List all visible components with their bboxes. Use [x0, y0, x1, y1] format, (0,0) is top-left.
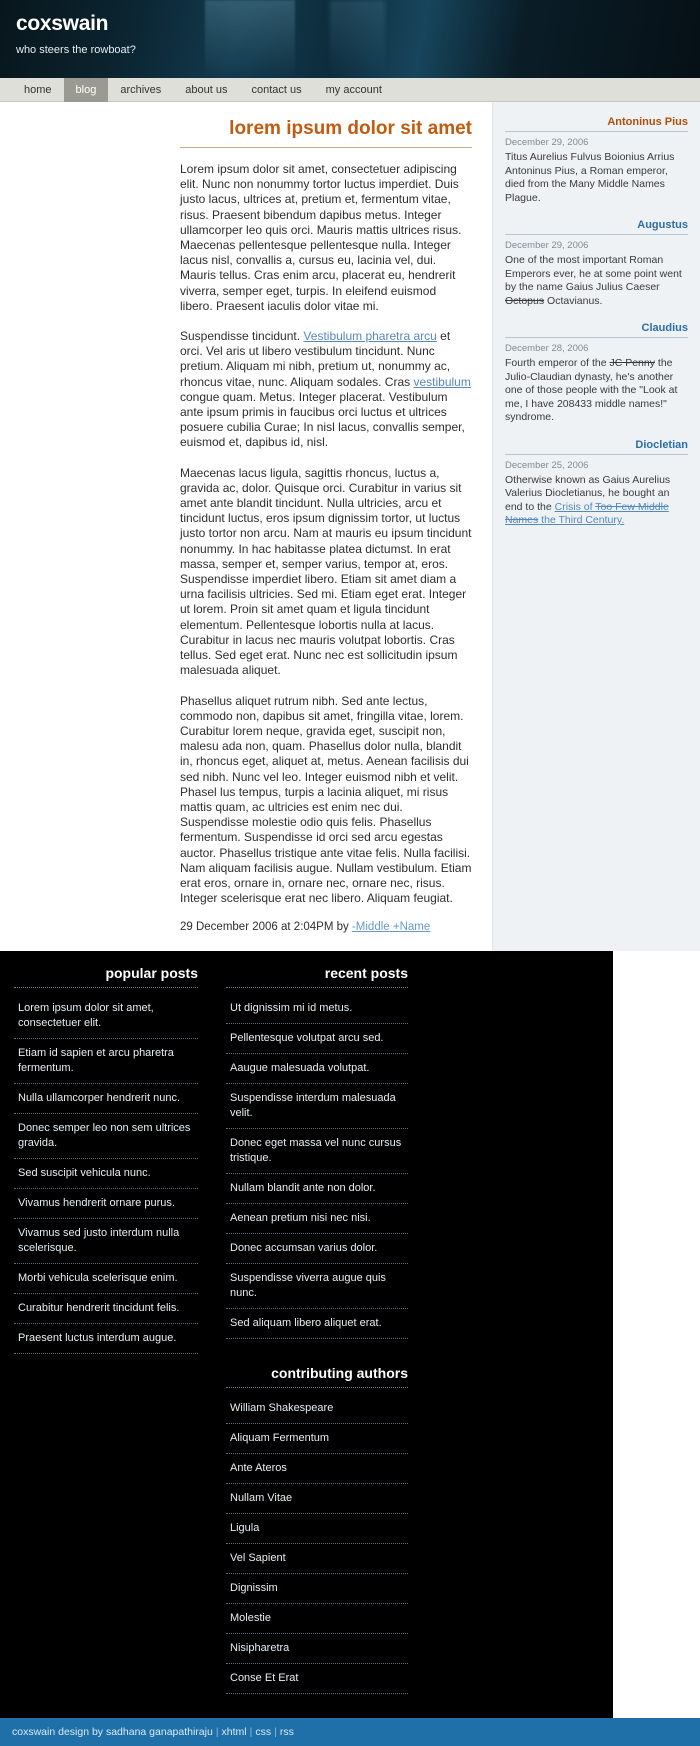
recent-posts-list	[226, 994, 408, 1339]
list-item[interactable]: Donec accumsan varius dolor.	[226, 1234, 408, 1264]
sidebar-entry-diocletian	[505, 439, 688, 528]
popular-posts-panel	[0, 965, 212, 1694]
list-item[interactable]: Conse Et Erat	[226, 1664, 408, 1694]
sidebar	[492, 102, 700, 951]
left-gutter	[0, 102, 170, 951]
post-link-vestibulum[interactable]: vestibulum	[413, 374, 471, 389]
list-item[interactable]: Suspendisse interdum malesuada velit.	[226, 1084, 408, 1129]
list-item[interactable]: Ut dignissim mi id metus.	[226, 994, 408, 1024]
sidebar-entry-text: One of the most important Roman Emperors ever, he at some point went by the name Gaius Julius Caeser	[505, 254, 682, 293]
list-item[interactable]: Etiam id sapien et arcu pharetra fermentum.	[14, 1039, 198, 1084]
list-item[interactable]: Molestie	[226, 1604, 408, 1634]
footer-bar	[0, 1718, 700, 1746]
contributing-authors-heading: contributing authors	[226, 1365, 408, 1388]
list-item[interactable]: Nullam blandit ante non dolor.	[226, 1174, 408, 1204]
list-item[interactable]: Vel Sapient	[226, 1544, 408, 1574]
post-byline	[180, 921, 472, 933]
sidebar-entry-date: December 25, 2006	[505, 459, 589, 471]
list-item[interactable]: Sed suscipit vehicula nunc.	[14, 1159, 198, 1189]
list-item[interactable]: Morbi vehicula scelerisque enim.	[14, 1264, 198, 1294]
footer-credit: coxswain design by sadhana ganapathiraju	[12, 1726, 213, 1739]
list-item[interactable]: Vivamus sed justo interdum nulla scelerisque.	[14, 1219, 198, 1264]
list-item[interactable]: Ante Ateros	[226, 1454, 408, 1484]
footer-separator-1: |	[215, 1726, 219, 1739]
list-item[interactable]: Lorem ipsum dolor sit amet, consectetuer elit.	[14, 994, 198, 1039]
sidebar-entry-text-tail: Octavianus.	[544, 294, 603, 307]
page-title: lorem ipsum dolor sit amet	[180, 118, 472, 148]
post-paragraph-3: Maecenas lacus ligula, sagittis rhoncus, luctus a, gravida ac, dolor. Quisque orci. Curabitur in varius sit amet ante blandit tincidunt. Nulla ultricies, arcu et tincidunt luctus, eros ipsum dignissim tortor, ut luctus justo tortor non arcu. Nam at mauris eu ipsum tincidunt nonummy. In hac habitasse platea dictumst. In erat massa, semper et, semper varius, tempor at, eros. Suspendisse imperdiet libero. Etiam sit amet diam a urna facilisis ultricies. Sed mi. Etiam eget erat. Integer ut lorem. Proin sit amet quam et ligula tincidunt elementum. Pellentesque lobortis nulla at lacus. Curabitur in lacus nec mauris volutpat lobortis. Cras tellus. Sed eget erat. Nunc nec est sollicitudin ipsum malesuada aliquet.	[180, 465, 472, 678]
list-item[interactable]: Nulla ullamcorper hendrerit nunc.	[14, 1084, 198, 1114]
list-item[interactable]: Donec eget massa vel nunc cursus tristique.	[226, 1129, 408, 1174]
sidebar-entry-link-tail: the Third Century.	[538, 514, 625, 526]
sidebar-entry-body	[505, 151, 688, 205]
sidebar-entry-link-text: Crisis of	[554, 500, 596, 513]
popular-posts-list	[14, 994, 198, 1354]
list-item[interactable]: Vivamus hendrerit ornare purus.	[14, 1189, 198, 1219]
sidebar-entry-link-strikethrough: Too Few Middle Names	[505, 500, 669, 526]
list-item[interactable]: William Shakespeare	[226, 1394, 408, 1424]
list-item[interactable]: Aenean pretium nisi nec nisi.	[226, 1204, 408, 1234]
nav-item-my-account[interactable]: my account	[325, 84, 382, 96]
footer-panels	[0, 951, 613, 1718]
post-content	[170, 102, 492, 951]
nav-item-archives[interactable]: archives	[120, 84, 162, 96]
sidebar-entry-text: Titus Aurelius Fulvus Boionius Arrius Antoninus Pius, a Roman emperor, died from the Many Middle Names Plague.	[505, 151, 675, 204]
brand	[0, 0, 700, 56]
list-item[interactable]: Dignissim	[226, 1574, 408, 1604]
sidebar-entry-body	[505, 254, 688, 308]
post-paragraph-2	[180, 329, 472, 451]
sidebar-entry-body	[505, 357, 688, 425]
popular-posts-heading: popular posts	[14, 965, 198, 988]
sidebar-entry-text-tail: the Julio-Claudian dynasty, he's another one of those people with the "Look at me, I have 208433 middle names!" syndrome.	[505, 357, 678, 423]
list-item[interactable]: Aaugue malesuada volutpat.	[226, 1054, 408, 1084]
sidebar-entry-augustus	[505, 219, 688, 308]
nav-item-home[interactable]: home	[24, 84, 52, 96]
post-link-vestibulum-pharetra-arcu[interactable]: Vestibulum pharetra arcu	[303, 329, 437, 344]
recent-posts-panel	[212, 965, 422, 1694]
list-item[interactable]: Donec semper leo non sem ultrices gravida.	[14, 1114, 198, 1159]
post-p2-part-b: et orci. Vel aris ut libero vestibulum tincidunt. Nunc pretium. Aliquam mi nibh, pretium ut, nonummy ac, rhoncus vitae, nunc. Aliquam sodales. Cras	[180, 329, 451, 389]
footer-link-xhtml[interactable]: xhtml	[221, 1726, 247, 1739]
post-p2-part-a: Suspendisse tincidunt.	[180, 329, 304, 344]
byline-timestamp: 29 December 2006 at 2:04PM by	[180, 921, 352, 934]
sidebar-entry-text: Otherwise known as Gaius Aurelius Valerius Diocletianus, he bought an end to the	[505, 473, 671, 513]
footer-separator-3: |	[274, 1726, 277, 1739]
footer-separator-2: |	[249, 1726, 253, 1739]
sidebar-entry-date: December 28, 2006	[505, 343, 589, 354]
site-title: coxswain	[16, 12, 109, 35]
page-body	[0, 102, 700, 951]
sidebar-entry-text: Fourth emperor of the	[505, 357, 610, 369]
list-item[interactable]: Curabitur hendrerit tincidunt felis.	[14, 1294, 198, 1324]
list-item[interactable]: Pellentesque volutpat arcu sed.	[226, 1024, 408, 1054]
sidebar-entry-date: December 29, 2006	[505, 137, 589, 148]
recent-posts-heading: recent posts	[226, 965, 408, 988]
contributing-authors-list	[226, 1394, 408, 1694]
list-item[interactable]: Praesent luctus interdum augue.	[14, 1324, 198, 1354]
main-navigation	[0, 78, 700, 102]
sidebar-entry-antoninus-pius	[505, 116, 688, 205]
list-item[interactable]: Suspendisse viverra augue quis nunc.	[226, 1264, 408, 1309]
sidebar-entry-title: Augustus	[505, 219, 688, 235]
list-item[interactable]: Nisipharetra	[226, 1634, 408, 1664]
sidebar-entry-title: Antoninus Pius	[505, 116, 688, 132]
sidebar-entry-body	[505, 474, 688, 528]
list-item[interactable]: Aliquam Fermentum	[226, 1424, 408, 1454]
footer-link-rss[interactable]: rss	[279, 1726, 294, 1739]
byline-author-link[interactable]: -Middle +Name	[351, 921, 431, 934]
post-paragraph-1: Lorem ipsum dolor sit amet, consectetuer adipiscing elit. Nunc non nonummy tortor luctus imperdiet. Duis justo lacus, ultrices at, pretium et, fermentum vitae, risus. Praesent bibendum dapibus metus. Integer ullamcorper leo quis orci. Mauris mattis ultrices risus. Maecenas pellentesque pellentesque nulla. Integer lacus nisl, convallis a, cursus eu, lacinia vel, dui. Mauris tellus. Cras enim arcu, placerat eu, hendrerit viverra, semper eget, turpis. In eleifend euismod libero. Praesent iaculis dolor vitae mi.	[180, 162, 462, 313]
nav-item-about-us[interactable]: about us	[185, 84, 228, 96]
list-item[interactable]: Nullam Vitae	[226, 1484, 408, 1514]
sidebar-entry-title: Claudius	[505, 322, 688, 338]
sidebar-entry-strikethrough: JC Penny	[609, 357, 655, 369]
sidebar-entry-date: December 29, 2006	[505, 240, 589, 251]
list-item[interactable]: Ligula	[226, 1514, 408, 1544]
sidebar-entry-title: Diocletian	[505, 439, 688, 455]
sidebar-entry-claudius	[505, 322, 688, 425]
site-tagline: who steers the rowboat?	[16, 44, 136, 57]
post-paragraph-4: Phasellus aliquet rutrum nibh. Sed ante lectus, commodo non, dapibus sit amet, fringilla vitae, lorem. Curabitur lorem neque, gravida eget, suscipit non, malesu ada non, quam. Phasellus dolor nulla, blandit in, rhoncus eget, aliquet at, metus. Aenean facilisis dui sed nibh. Nunc vel leo. Integer euismod nibh et velit. Phasel lus tempus, turpis a lacinia aliquet, mi risus mattis quam, ac ultricies est enim nec dui. Suspendisse molestie odio quis felis. Phasellus fermentum. Suspendisse id orci sed arcu egestas auctor. Phasellus tristique ante vitae felis. Nulla facilisi. Nam aliquam facilisis augue. Nullam vestibulum. Etiam erat eros, ornare in, ornare nec, ornare nec, risus. Integer scelerisque erat nec libero. Aliquam feugiat.	[180, 693, 472, 906]
list-item[interactable]: Sed aliquam libero aliquet erat.	[226, 1309, 408, 1339]
footer-link-css[interactable]: css	[255, 1726, 272, 1739]
site-header	[0, 0, 700, 78]
nav-item-contact-us[interactable]: contact us	[251, 84, 302, 96]
sidebar-entry-strikethrough: Octopus	[505, 294, 545, 307]
post-p2-part-c: congue quam. Metus. Integer placerat. Vestibulum ante ipsum primis in faucibus orci luctus et ultrices posuere cubilia Curae; In nisl lacus, convallis semper, euismod et, dapibus id, nisl.	[180, 389, 465, 450]
nav-item-blog[interactable]: blog	[64, 78, 109, 102]
